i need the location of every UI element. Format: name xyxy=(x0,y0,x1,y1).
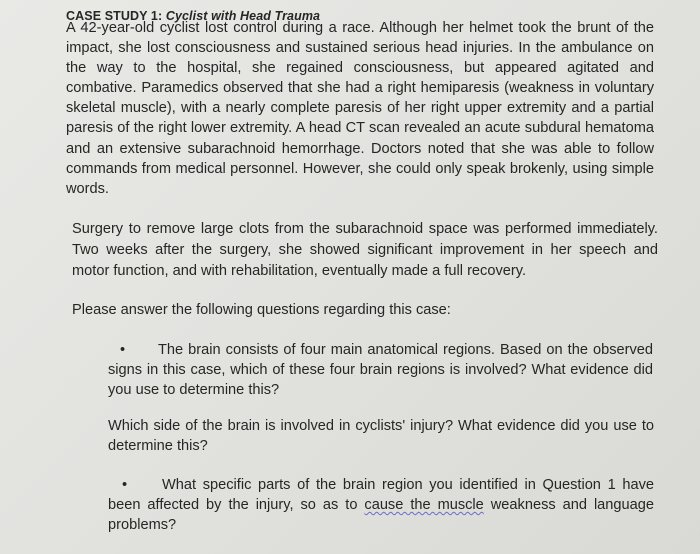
case-description-paragraph: A 42-year-old cyclist lost control during a race. Although her helmet took the brunt of the impact, she lost consciousness and sustained serious head injuries. In the ambulance on the way to the hospital, she regained consciousness, but appeared agitated and combative. Paramedics observed that she had a right hemiparesis (weakness in voluntary skeletal muscle), with a nearly complete paresis of her right upper extremity and a partial paresis of the right lower extremity. A head CT scan revealed an acute subdural hematoma and an extensive subarachnoid hemorrhage. Doctors noted that she was able to follow commands from medical personnel. However, she could only speak brokenly, using simple words. xyxy=(66,20,654,197)
title-label: CASE STUDY 1: xyxy=(66,9,163,23)
spellcheck-underlined-text: cause the muscle xyxy=(364,497,484,513)
question-3-text-end: weakness and language problems? xyxy=(108,497,654,533)
instruction-paragraph: Please answer the following questions regarding this case: xyxy=(72,302,451,318)
surgery-paragraph: Surgery to remove large clots from the subarachnoid space was performed immediately. Two weeks after the surgery, she showed significant improvement in her speech and motor function, and with rehabilitation, eventually made a full recovery. xyxy=(72,221,658,279)
title-subject: Cyclist with Head Trauma xyxy=(165,9,321,23)
bullet-marker: • xyxy=(122,477,128,493)
question-2 xyxy=(108,416,654,456)
question-1 xyxy=(108,340,653,400)
question-3 xyxy=(108,475,654,535)
question-3-text: What specific parts of the brain region you identified in Question 1 have been affected by the injury, so as to xyxy=(108,477,654,513)
question-1-text: The brain consists of four main anatomical regions. Based on the observed signs in this case, which of these four brain regions is involved? What evidence did you use to determine this? xyxy=(108,342,653,398)
question-2-text: Which side of the brain is involved in cyclists' injury? What evidence did you use to determine this? xyxy=(108,418,654,454)
bullet-marker: • xyxy=(120,342,126,358)
